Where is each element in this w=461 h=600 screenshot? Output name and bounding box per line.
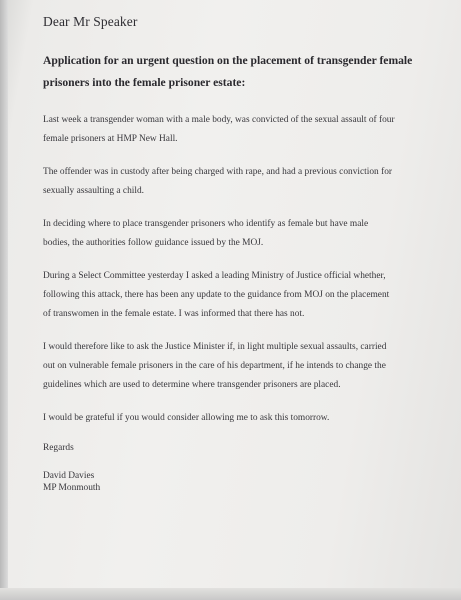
subject-line: Application for an urgent question on the placement of transgender female (43, 54, 413, 67)
letter (42, 14, 444, 494)
paragraph-line: sexually assaulting a child. (43, 186, 145, 196)
paragraph-guidance (43, 215, 444, 253)
subject-heading (43, 50, 444, 94)
paragraph-line: I would therefore like to ask the Justice Minister if, in light multiple sexual assaults, carried (43, 342, 387, 352)
paragraph-conviction (43, 111, 444, 149)
paragraph-line: The offender was in custody after being charged with rape, and had a previous conviction for (43, 167, 393, 177)
paragraph-closing (43, 409, 444, 428)
salutation: Dear Mr Speaker (43, 14, 138, 29)
paragraph-line: Last week a transgender woman with a male body, was convicted of the sexual assault of four (43, 115, 395, 125)
paragraph-line: female prisoners at HMP New Hall. (43, 134, 178, 144)
paragraph-line: of transwomen in the female estate. I was informed that there has not. (43, 309, 305, 319)
paragraph-line: guidelines which are used to determine where transgender prisoners are placed. (43, 380, 341, 390)
paragraph-line: During a Select Committee yesterday I asked a leading Ministry of Justice official whether, (43, 271, 386, 281)
paragraph-line: bodies, the authorities follow guidance issued by the MOJ. (43, 238, 264, 248)
paragraph-line: I would be grateful if you would consider allowing me to ask this tomorrow. (43, 413, 330, 423)
subject-line: prisoners into the female prisoner estate: (43, 76, 246, 89)
signoff: Regards (43, 443, 74, 453)
paragraph-line: out on vulnerable female prisoners in the care of his department, if he intends to change the (43, 361, 386, 371)
paragraph-select-committee (43, 267, 444, 324)
signature-title: MP Monmouth (43, 483, 101, 493)
signature-name: David Davies (43, 471, 95, 481)
page-shadow-left (0, 0, 8, 600)
paragraph-request (43, 338, 444, 395)
paragraph-custody (43, 163, 444, 201)
paragraph-line: following this attack, there has been any update to the guidance from MOJ on the placement (43, 290, 390, 300)
paragraph-line: In deciding where to place transgender prisoners who identify as female but have male (43, 219, 369, 229)
page-shadow-bottom (0, 588, 461, 600)
